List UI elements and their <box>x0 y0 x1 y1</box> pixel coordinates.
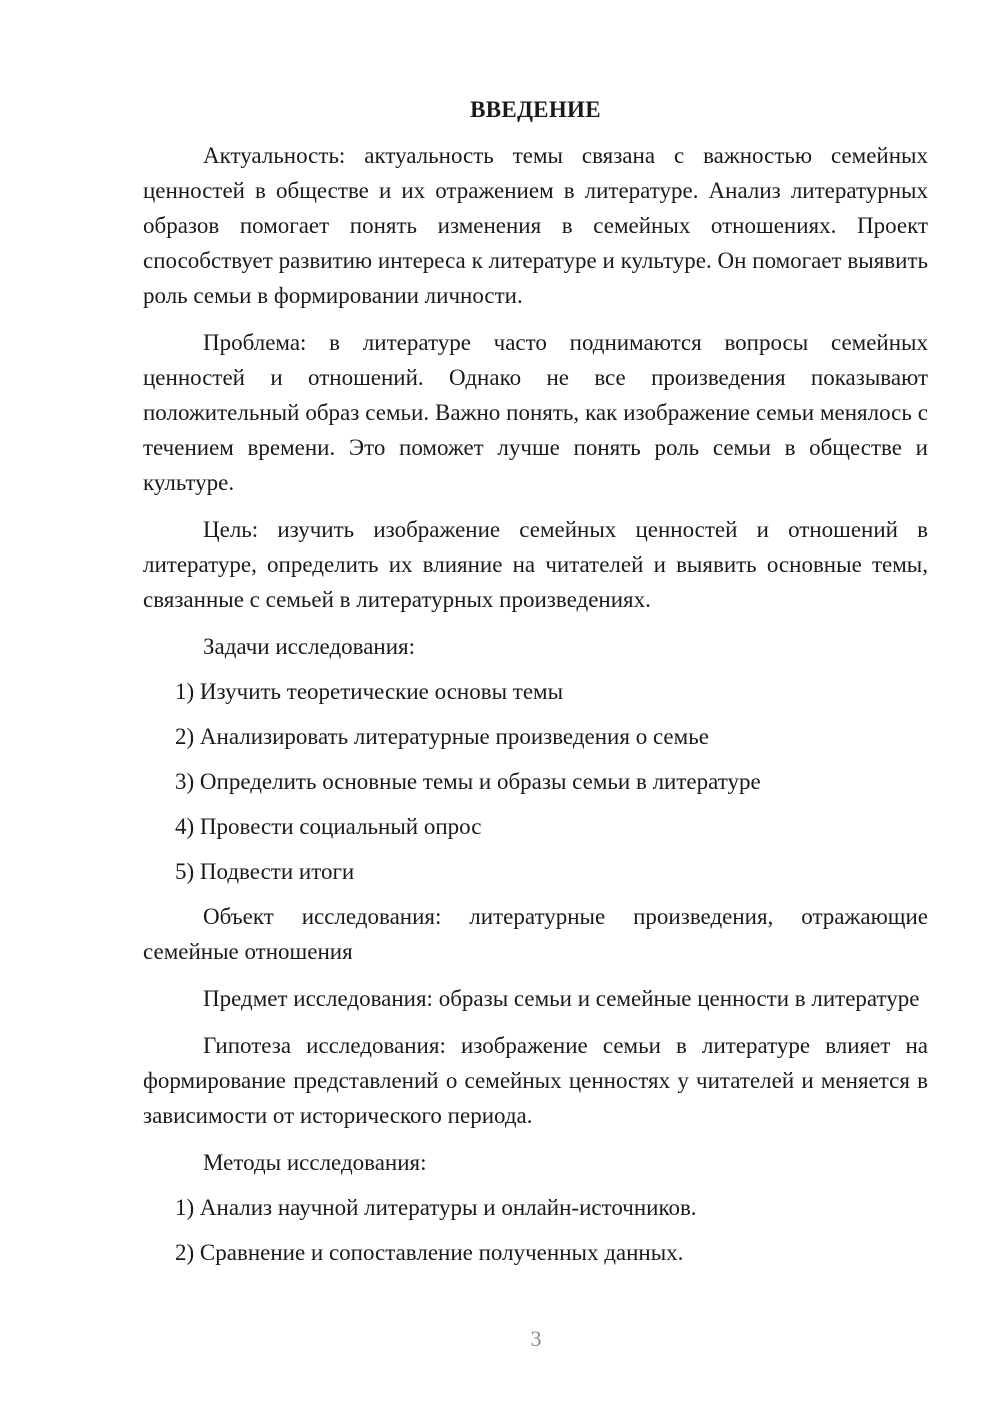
task-item: 2) Анализировать литературные произведения о семье <box>175 724 709 749</box>
subject-paragraph: Предмет исследования: образы семьи и семейные ценности в литературе <box>203 986 920 1011</box>
task-item: 3) Определить основные темы и образы семьи в литературе <box>175 769 761 794</box>
page-number: 3 <box>530 1326 542 1351</box>
methods-heading: Методы исследования: <box>203 1150 427 1175</box>
method-item: 2) Сравнение и сопоставление полученных данных. <box>175 1240 684 1265</box>
method-item: 1) Анализ научной литературы и онлайн-источников. <box>175 1195 697 1220</box>
section-title: ВВЕДЕНИЕ <box>470 97 601 122</box>
page-content <box>143 96 928 1280</box>
problem-paragraph: Проблема: в литературе часто поднимаются вопросы семейных ценностей и отношений. Однако не все произведения показывают положительный образ семьи. Важно понять, как изображение семьи менялось с течением времени. Это поможет лучше понять роль семьи в обществе и культуре. <box>143 330 928 495</box>
relevance-paragraph: Актуальность: актуальность темы связана с важностью семейных ценностей в обществе и их отражением в литературе. Анализ литературных образов помогает понять изменения в семейных отношениях. Проект способствует развитию интереса к литературе и культуре. Он помогает выявить роль семьи в формировании личности. <box>143 143 928 308</box>
goal-paragraph: Цель: изучить изображение семейных ценностей и отношений в литературе, определить их влияние на читателей и выявить основные темы, связанные с семьей в литературных произведениях. <box>143 517 928 612</box>
task-item: 5) Подвести итоги <box>175 859 355 884</box>
task-item: 1) Изучить теоретические основы темы <box>175 679 564 704</box>
task-item: 4) Провести социальный опрос <box>175 814 482 839</box>
tasks-heading: Задачи исследования: <box>203 634 416 659</box>
object-paragraph: Объект исследования: литературные произведения, отражающие семейные отношения <box>143 904 928 964</box>
hypothesis-paragraph: Гипотеза исследования: изображение семьи в литературе влияет на формирование представлений о семейных ценностях у читателей и меняется в зависимости от исторического периода. <box>143 1033 928 1128</box>
